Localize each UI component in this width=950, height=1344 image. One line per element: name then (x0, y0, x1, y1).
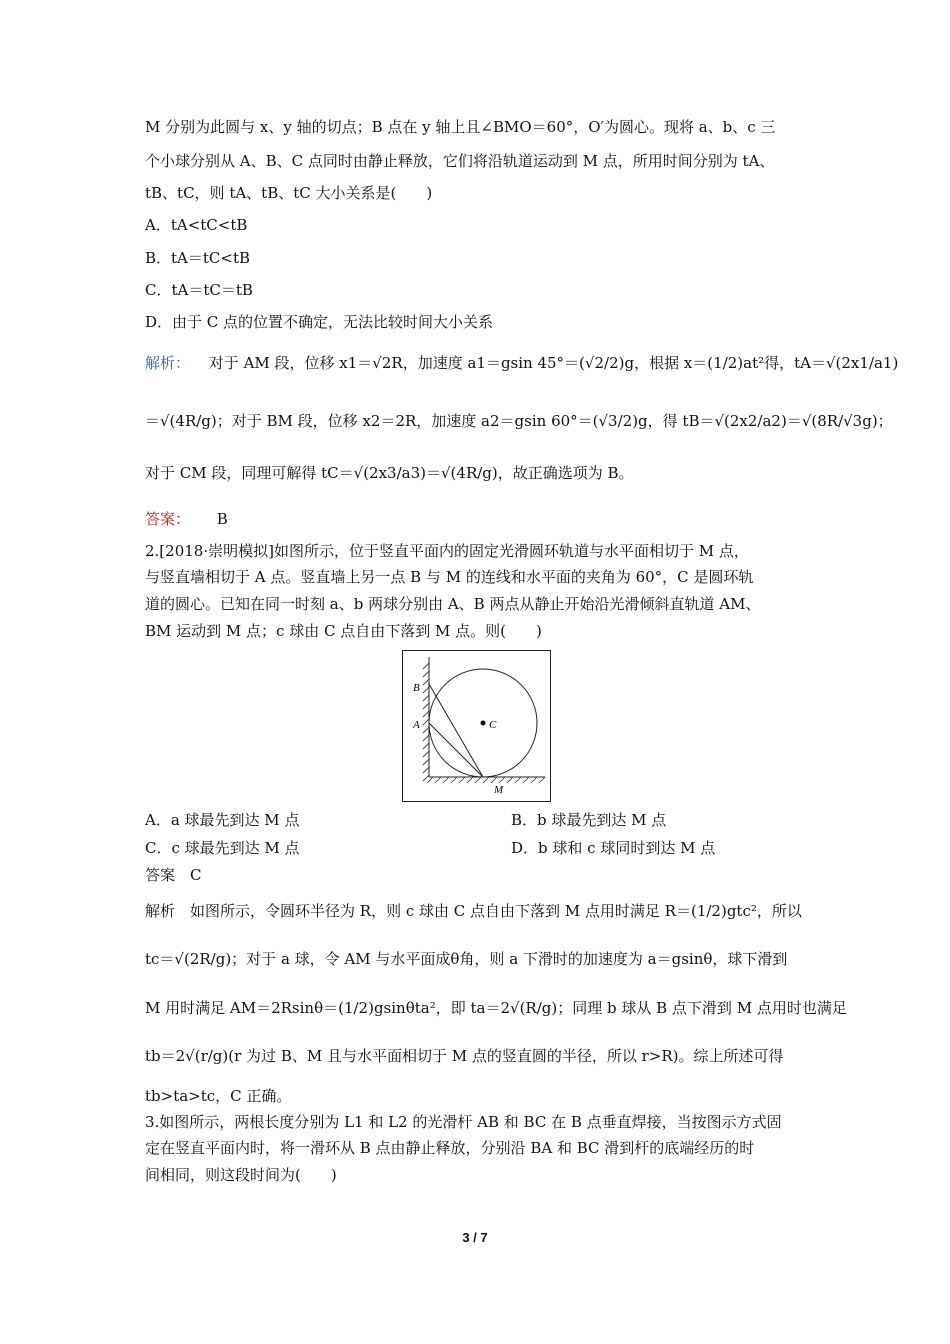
q2-analysis-line-3: M 用时满足 AM＝2Rsinθ＝(1/2)gsinθta²，即 ta＝2√(R/g)；同理 b 球从 B 点下滑到 M 点用时也满足 (145, 999, 847, 1017)
q2-stem-line-2: 与竖直墙相切于 A 点。竖直墙上另一点 B 与 M 的连线和水平面的夹角为 60°，C 是圆环轨 (145, 568, 754, 586)
q2-analysis-line-5: tb>ta>tc，C 正确。 (145, 1087, 292, 1105)
center-c-dot (481, 721, 486, 726)
q1-analysis-line-2: ＝√(4R/g)；对于 BM 段，位移 x2＝2R，加速度 a2＝gsin 60°＝(√3/2)g，得 tB＝√(2x2/a2)＝√(8R/√3g)； (145, 412, 893, 430)
q3-stem-line-2: 定在竖直平面内时，将一滑环从 B 点由静止释放，分别沿 BA 和 BC 滑到杆的底端经历的时 (145, 1139, 755, 1157)
q2-stem-line-4: BM 运动到 M 点；c 球由 C 点自由下落到 M 点。则( ) (145, 622, 542, 640)
wall-hatching (423, 663, 429, 781)
q1-stem-line-1: M 分别为此圆与 x、y 轴的切点；B 点在 y 轴上且∠BMO＝60°，O′为圆心。现将 a、b、c 三 (145, 118, 776, 136)
q2-figure-svg (403, 651, 550, 801)
q2-analysis-line-2: tc＝√(2R/g)；对于 a 球，令 AM 与水平面成θ角，则 a 下滑时的加速度为 a＝gsinθ，球下滑到 (145, 950, 788, 968)
label-m: M (494, 784, 504, 796)
q1-answer-row (145, 508, 228, 530)
q2-answer: 答案 C (145, 866, 202, 884)
q1-stem-line-2: 个小球分别从 A、B、C 点同时由静止释放，它们将沿轨道运动到 M 点，所用时间分别为 tA、 (145, 152, 775, 170)
q2-figure (402, 650, 551, 802)
page-number: 3 / 7 (462, 1230, 488, 1245)
q1-analysis-line-3: 对于 CM 段，同理可解得 tC＝√(2x3/a3)＝√(4R/g)，故正确选项为 B。 (145, 464, 634, 482)
label-a: A (413, 719, 420, 731)
q2-analysis-line-4: tb＝2√(r/g)(r 为过 B、M 且与水平面相切于 M 点的竖直圆的半径，所以 r>R)。综上所述可得 (145, 1047, 784, 1065)
q1-option-c: C．tA＝tC＝tB (145, 281, 253, 299)
q2-stem-line-3: 道的圆心。已知在同一时刻 a、b 两球分别由 A、B 两点从静止开始沿光滑倾斜直轨道 AM、 (145, 595, 761, 613)
q1-option-d: D．由于 C 点的位置不确定，无法比较时间大小关系 (145, 313, 494, 331)
q2-option-b: B．b 球最先到达 M 点 (511, 811, 667, 829)
q1-option-b: B．tA＝tC<tB (145, 249, 251, 267)
q1-option-a: A．tA<tC<tB (145, 216, 248, 234)
label-b: B (413, 682, 420, 694)
q1-answer-value: B (216, 510, 228, 528)
q1-stem-line-3: tB、tC，则 tA、tB、tC 大小关系是( ) (145, 184, 433, 202)
q1-answer-label: 答案： (145, 510, 191, 528)
q1-analysis-label: 解析： (145, 354, 191, 372)
ground-hatching (427, 777, 545, 783)
q2-stem-line-1: 2.[2018·崇明模拟]如图所示，位于竖直平面内的固定光滑圆环轨道与水平面相切于 M 点， (145, 542, 749, 560)
q1-analysis-line-1: 对于 AM 段，位移 x1＝√2R，加速度 a1＝gsin 45°＝(√2/2)g，根据 x＝(1/2)at²得，tA＝√(2x1/a1) (208, 354, 899, 372)
q3-stem-line-3: 间相同，则这段时间为( ) (145, 1166, 337, 1184)
q1-analysis-row-1 (145, 352, 898, 374)
q2-option-d: D．b 球和 c 球同时到达 M 点 (511, 839, 716, 857)
q3-stem-line-1: 3.如图所示，两根长度分别为 L1 和 L2 的光滑杆 AB 和 BC 在 B 点垂直焊接，当按图示方式固 (145, 1113, 782, 1131)
q2-option-c: C．c 球最先到达 M 点 (145, 839, 300, 857)
q2-analysis-line-1: 解析 如图所示，令圆环半径为 R，则 c 球由 C 点自由下落到 M 点用时满足 R＝(1/2)gtc²，所以 (145, 902, 802, 920)
q2-option-a: A．a 球最先到达 M 点 (145, 811, 300, 829)
label-c: C (489, 719, 497, 731)
